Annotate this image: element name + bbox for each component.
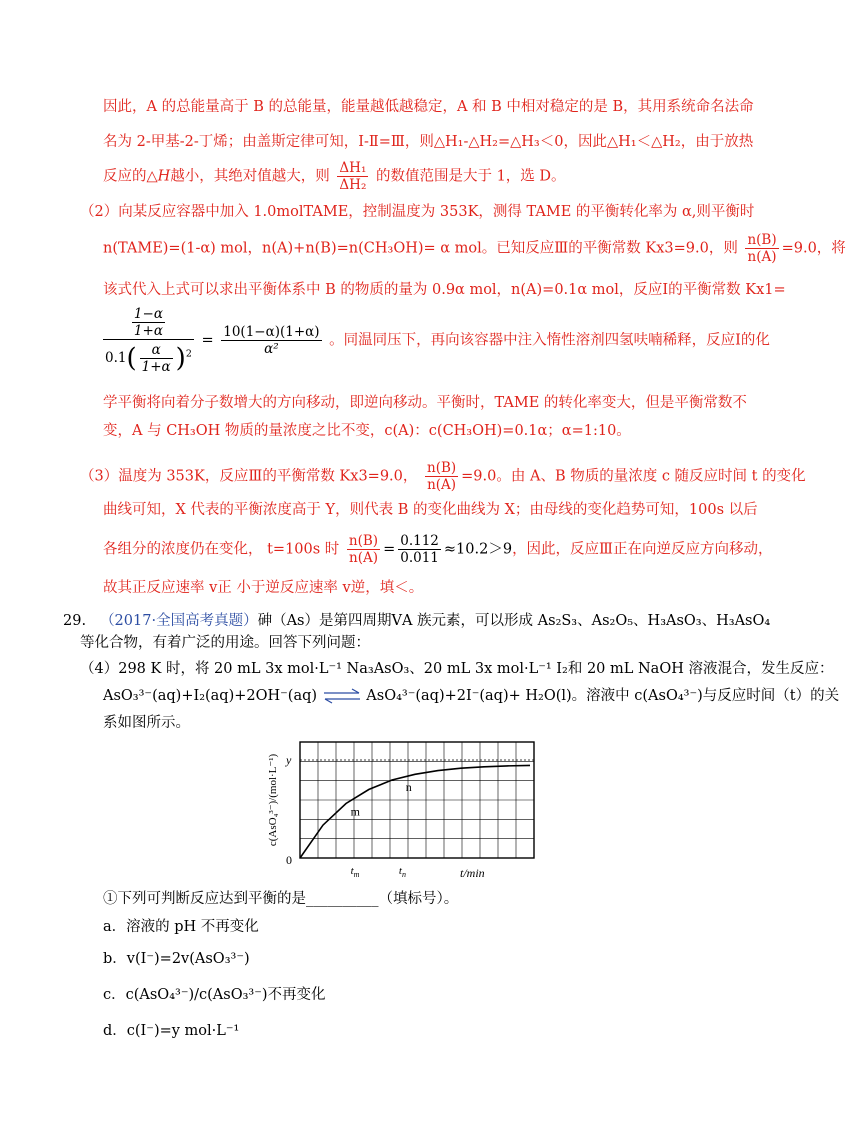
question-29-line2: 等化合物，有着广泛的用途。回答下列问题： [80, 635, 370, 651]
fraction-denominator: 1+α [141, 359, 171, 375]
concentration-time-chart [262, 738, 542, 886]
question-number: 29. [63, 613, 87, 629]
fraction-denominator: n(A) [349, 550, 378, 566]
fraction-numerator: 1−α [133, 306, 163, 322]
fraction-nb-na [745, 232, 778, 265]
chart-grid [300, 742, 534, 858]
inner-fraction [140, 342, 173, 375]
approx-value: ≈10.2＞9 [443, 541, 513, 558]
text-segment: =9.0，将 [781, 240, 846, 257]
symbol-h: H [157, 168, 171, 185]
solution-p1-line2: 名为 2-甲基-2-丁烯；由盖斯定律可知，Ⅰ-Ⅱ=Ⅲ，则△H₁-△H₂=△H₃＜0，因此△H₁＜△H₂，由于放热 [103, 134, 754, 150]
solution-p3-line2: 曲线可知，X 代表的平衡浓度高于 Y，则代表 B 的变化曲线为 X；由母线的变化趋势可知，100s 以后 [103, 502, 758, 518]
question-prompt: ①下列可判断反应达到平衡的是__________（填标号）。 [103, 891, 459, 907]
equals-sign: = [383, 541, 396, 558]
kx1-result-fraction [221, 324, 321, 357]
fraction-nb-na [425, 460, 458, 493]
point-label-n: n [405, 780, 412, 795]
fraction-denominator: n(A) [747, 249, 777, 265]
fraction-denominator: n(A) [427, 477, 457, 493]
solution-p2-line2 [103, 232, 846, 265]
origin-label: 0 [286, 853, 292, 867]
fraction-values [398, 533, 441, 566]
text-segment: （3）温度为 353K，反应Ⅲ的平衡常数 Kx3=9.0， [80, 468, 418, 485]
x-tick-label-tm: $t_m$ [350, 865, 360, 879]
question-29-line1 [63, 611, 770, 631]
fraction-numerator: α [140, 342, 173, 359]
question-29-part4-line3: 系如图所示。 [103, 715, 190, 731]
fraction-numerator: 10(1−α)(1+α) [223, 324, 320, 340]
solution-p1-line1: 因此，A 的总能量高于 B 的总能量，能量越低越稳定，A 和 B 中相对稳定的是 B，其用系统命名法命 [103, 99, 754, 115]
solution-p3-line3 [103, 533, 773, 566]
fraction-numerator: n(B) [427, 460, 457, 476]
fraction-numerator: ΔH₁ [339, 160, 367, 176]
fraction-denominator: α² [264, 341, 279, 357]
equilibrium-arrow-icon [322, 689, 362, 703]
solution-p2-line3: 该式代入上式可以求出平衡体系中 B 的物质的量为 0.9α mol，n(A)=0.1α mol，反应Ⅰ的平衡常数 Kx1= [103, 282, 786, 298]
fraction-denominator: 1+α [133, 323, 163, 339]
equation-right: AsO₄³⁻(aq)+2I⁻(aq)+ H₂O(l)。溶液中 c(AsO₄³⁻)与反应时间（t）的关 [366, 688, 840, 704]
concentration-curve [300, 765, 530, 858]
fraction-nb-na [347, 533, 380, 566]
y-axis-label: c(AsO₄³⁻)/(mol·L⁻¹) [267, 753, 279, 847]
option-b: b．v(I⁻)=2v(AsO₃³⁻) [103, 951, 250, 967]
fraction-numerator: n(B) [348, 533, 379, 549]
question-source: （2017·全国高考真题） [100, 613, 258, 629]
inner-fraction [132, 306, 165, 339]
equation-left: AsO₃³⁻(aq)+I₂(aq)+2OH⁻(aq) [103, 688, 318, 704]
fraction-numerator: 0.112 [400, 533, 439, 549]
fraction-denominator: 0.011 [400, 550, 439, 566]
option-c: c．c(AsO₄³⁻)/c(AsO₃³⁻)不再变化 [103, 987, 326, 1003]
kx1-expression: $\frac{1-\alpha}{1+\alpha}$ 0.1( $\frac{\alpha}{1+\alpha}$ )$^2$ = $\frac{10(1-\alpha)(1+\alpha)}{\text{α²}}$ 。同温同压下，再向该容器中注入惰性溶剂四氢呋喃稀释，反应Ⅰ的化 [105, 306, 770, 375]
solution-p3-line1 [80, 460, 806, 493]
kx1-numerator [103, 306, 194, 340]
kx1-fraction [103, 306, 194, 375]
text-segment: 各组分的浓度仍在变化， t=100s 时 [103, 541, 340, 558]
y-marker-label: y [286, 753, 292, 767]
text-segment: n(TAME)=(1-α) mol，n(A)+n(B)=n(CH₃OH)= α mol。已知反应Ⅲ的平衡常数 Kx3=9.0，则 [103, 240, 738, 257]
text-segment: 反应的△ [103, 168, 158, 185]
solution-p2-line5: 学平衡将向着分子数增大的方向移动，即逆向移动。平衡时，TAME 的转化率变大，但是平衡常数不 [103, 395, 747, 411]
question-29-part4-line1: （4）298 K 时，将 20 mL 3x mol·L⁻¹ Na₃AsO₃、20 mL 3x mol·L⁻¹ I₂和 20 mL NaOH 溶液混合，发生反应： [80, 661, 834, 677]
fraction-denominator: ΔH₂ [339, 177, 367, 193]
text-segment: 越小，其绝对值越大，则 [170, 168, 330, 185]
x-tick-label-tn: $t_n$ [398, 865, 406, 879]
point-label-m: m [350, 804, 360, 819]
text-segment: 。同温同压下，再向该容器中注入惰性溶剂四氢呋喃稀释，反应Ⅰ的化 [329, 332, 770, 349]
text-segment: 的数值范围是大于 1，选 D。 [375, 168, 566, 185]
option-d: d．c(I⁻)=y mol·L⁻¹ [103, 1023, 240, 1039]
fraction-dh1-dh2 [337, 160, 368, 193]
text-segment: =9.0。由 A、B 物质的量浓度 c 随反应时间 t 的变化 [461, 468, 806, 485]
option-a: a．溶液的 pH 不再变化 [103, 919, 259, 935]
text-segment: ，因此，反应Ⅲ正在向逆反应方向移动， [512, 541, 773, 558]
solution-p2-line6: 变，A 与 CH₃OH 物质的量浓度之比不变，c(A)：c(CH₃OH)=0.1α；α=1:10。 [103, 423, 631, 439]
x-axis-label: t/min [460, 866, 485, 880]
solution-p3-line4: 故其正反应速率 v正 小于逆反应速率 v逆，填＜。 [103, 580, 424, 596]
question-intro: 砷（As）是第四周期ⅤA 族元素，可以形成 As₂S₃、As₂O₅、H₃AsO₃、H₃AsO₄ [257, 613, 771, 629]
den-coefficient: 0.1 [105, 350, 127, 366]
question-29-equation [103, 686, 839, 706]
solution-p1-line3 [103, 160, 566, 193]
solution-p2-line1: （2）向某反应容器中加入 1.0molTAME，控制温度为 353K，测得 TAME 的平衡转化率为 α,则平衡时 [80, 204, 755, 220]
fraction-numerator: n(B) [747, 232, 777, 248]
kx1-denominator: 0.1( $\frac{\alpha}{1+\alpha}$ )$^2$ [105, 342, 192, 375]
